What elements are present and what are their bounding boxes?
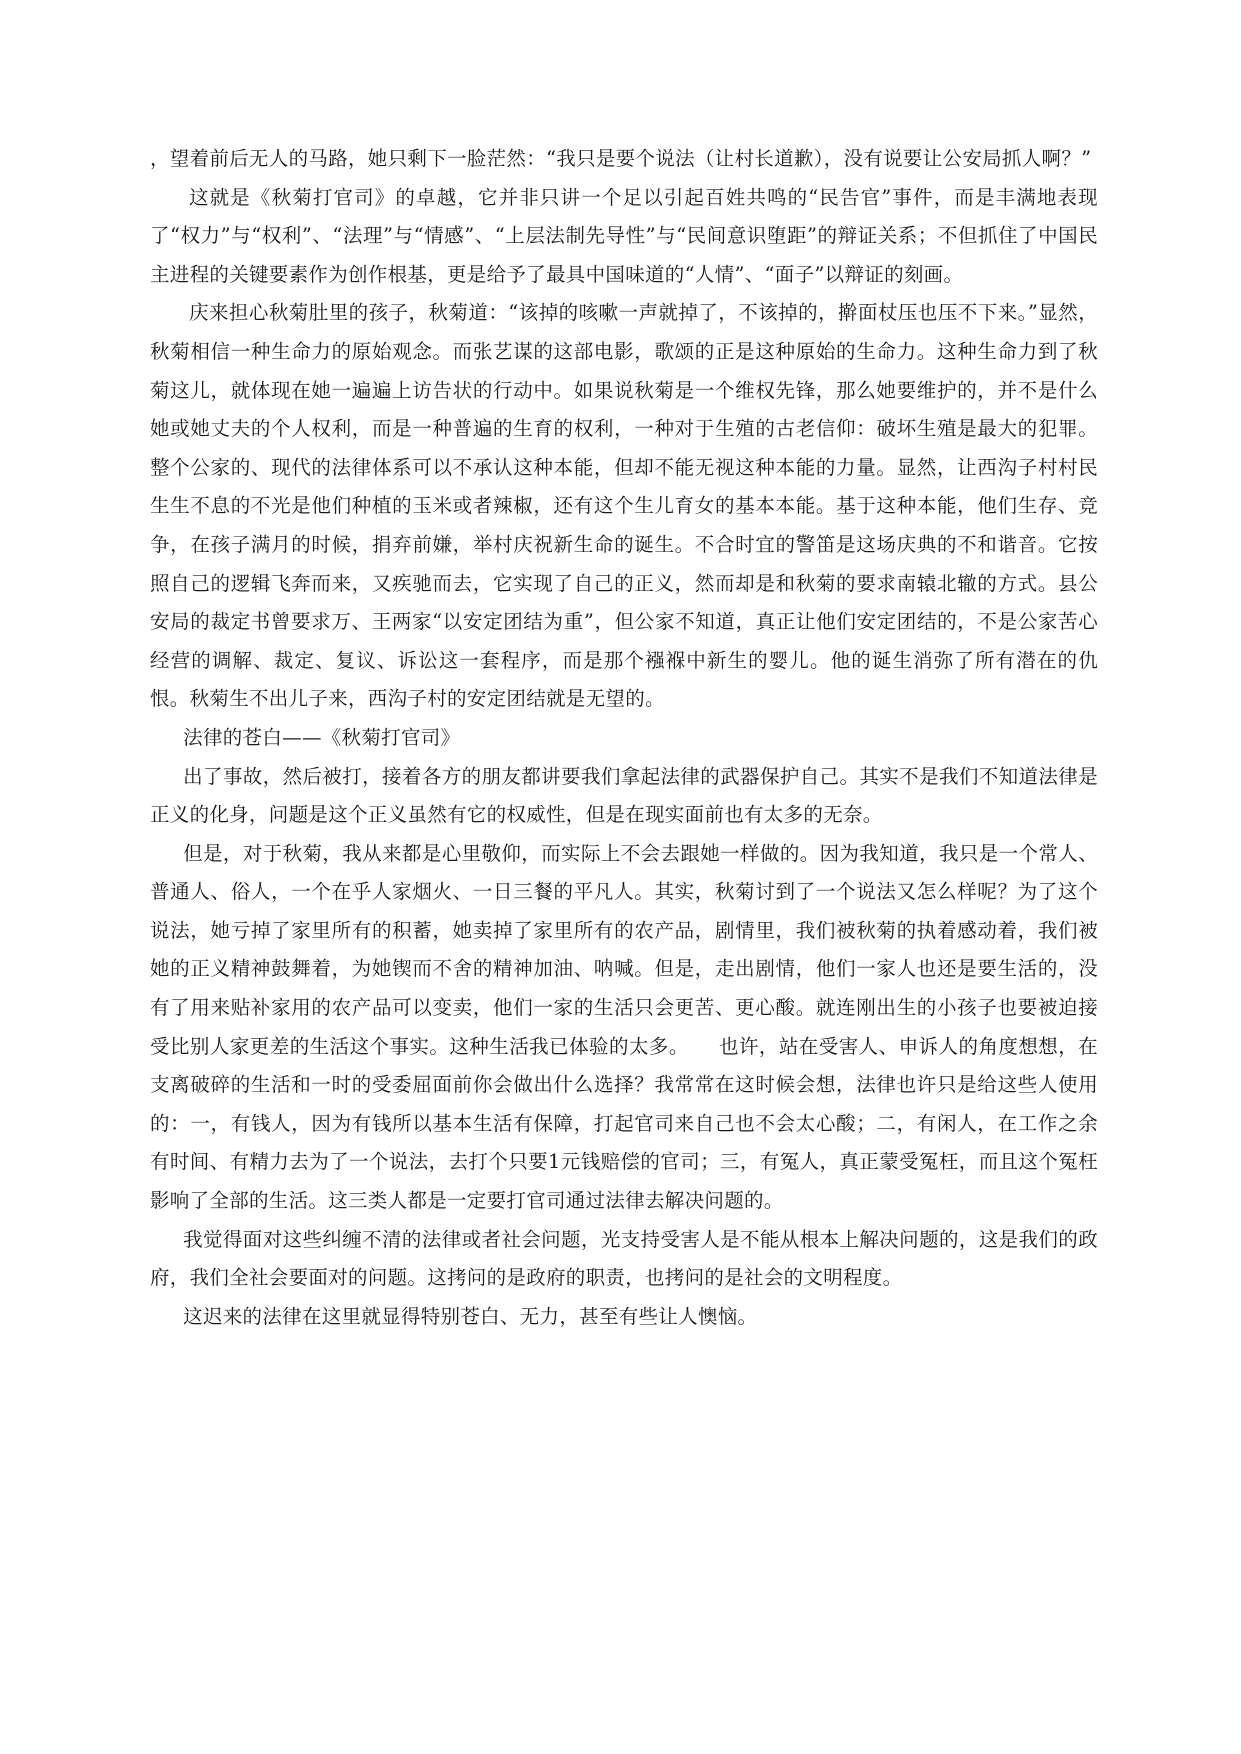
- document-body: [150, 140, 1098, 1336]
- paragraph-conclusion: 这迟来的法律在这里就显得特别苍白、无力，甚至有些让人懊恼。: [183, 1304, 758, 1328]
- paragraph-film-analysis: 这就是《秋菊打官司》的卓越，它并非只讲一个足以引起百姓共鸣的“民告官”事件，而是丰满地表现了“权力”与“权利”、“法理”与“情感”、“上层法制先导性”与“民间意识堕距”的辩证关系；不但抓住了中国民主进程的关键要素作为创作根基，更是给予了最具中国味道的“人情”、“面子”以辩证的刻画。: [150, 185, 1098, 286]
- paragraph-social-problem: 我觉得面对这些纠缠不清的法律或者社会问题，光支持受害人是不能从根本上解决问题的，这是我们的政府，我们全社会要面对的问题。这拷问的是政府的职责，也拷问的是社会的文明程度。: [150, 1227, 1098, 1290]
- paragraph-qiuju-reflection: 但是，对于秋菊，我从来都是心里敬仰，而实际上不会去跟她一样做的。因为我知道，我只是一个常人、普通人、俗人，一个在乎人家烟火、一日三餐的平凡人。其实，秋菊讨到了一个说法又怎么样呢？为了这个说法，她亏掉了家里所有的积蓄，她卖掉了家里所有的农产品，剧情里，我们被秋菊的执着感动着，我们被她的正义精神鼓舞着，为她锲而不舍的精神加油、呐喊。但是，走出剧情，他们一家人也还是要生活的，没有了用来贴补家用的农产品可以变卖，他们一家的生活只会更苦、更心酸。就连刚出生的小孩子也要被迫接受比别人家更差的生活这个事实。这种生活我已体验的太多。 也许，站在受害人、申诉人的角度想想，在支离破碎的生活和一时的受委屈面前你会做出什么选择？我常常在这时候会想，法律也许只是给这些人使用的：一，有钱人，因为有钱所以基本生活有保障，打起官司来自己也不会太心酸；二，有闲人，在工作之余有时间、有精力去为了一个说法，去打个只要1元钱赔偿的官司；三，有冤人，真正蒙受冤枉，而且这个冤枉影响了全部的生活。这三类人都是一定要打官司通过法律去解决问题的。: [150, 841, 1098, 1213]
- paragraph-continuation: ，望着前后无人的马路，她只剩下一脸茫然：“我只是要个说法（让村长道歉），没有说要让公安局抓人啊？”: [150, 147, 1092, 170]
- paragraph-accident: 出了事故，然后被打，接着各方的朋友都讲要我们拿起法律的武器保护自己。其实不是我们不知道法律是正义的化身，问题是这个正义虽然有它的权威性，但是在现实面前也有太多的无奈。: [150, 764, 1098, 827]
- paragraph-vitality: 庆来担心秋菊肚里的孩子，秋菊道：“该掉的咳嗽一声就掉了，不该掉的，擀面杖压也压不下来。”显然，秋菊相信一种生命力的原始观念。而张艺谋的这部电影，歌颂的正是这种原始的生命力。这种生命力到了秋菊这儿，就体现在她一遍遍上访告状的行动中。如果说秋菊是一个维权先锋，那么她要维护的，并不是什么她或她丈夫的个人权利，而是一种普遍的生育的权利，一种对于生殖的古老信仰：破坏生殖是最大的犯罪。整个公家的、现代的法律体系可以不承认这种本能，但却不能无视这种本能的力量。显然，让西沟子村村民生生不息的不光是他们种植的玉米或者辣椒，还有这个生儿育女的基本本能。基于这种本能，他们生存、竞争，在孩子满月的时候，捐弃前嫌，举村庆祝新生命的诞生。不合时宜的警笛是这场庆典的不和谐音。它按照自己的逻辑飞奔而来，又疾驰而去，它实现了自己的正义，然而却是和秋菊的要求南辕北辙的方式。县公安局的裁定书曾要求万、王两家“以安定团结为重”，但公家不知道，真正让他们安定团结的，不是公家苦心经营的调解、裁定、复议、诉讼这一套程序，而是那个襁褓中新生的婴儿。他的诞生消弥了所有潜在的仇恨。秋菊生不出儿子来，西沟子村的安定团结就是无望的。: [150, 301, 1098, 711]
- section-heading: 法律的苍白——《秋菊打官司》: [183, 725, 461, 749]
